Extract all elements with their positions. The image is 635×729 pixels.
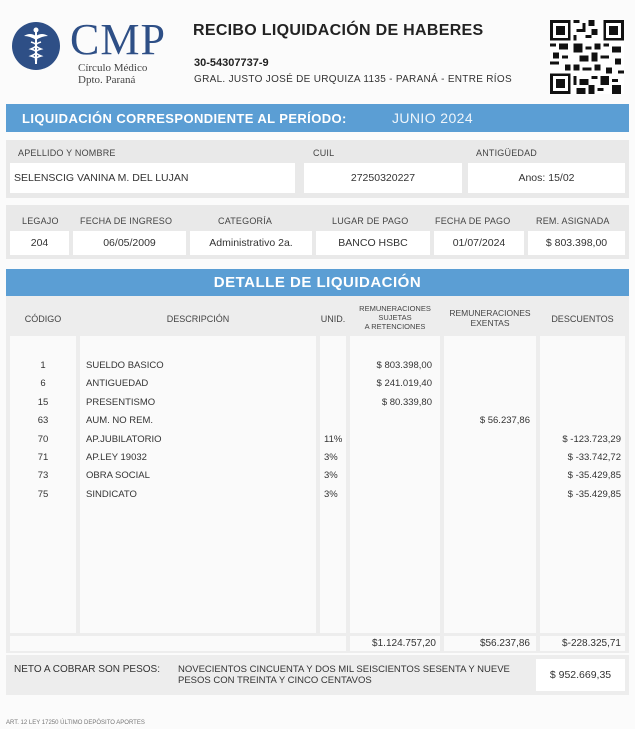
cell-codigo: 70 (37, 433, 49, 445)
cell-descuentos: $ -33.742,72 (567, 452, 621, 463)
total-descuentos: $-228.325,71 (562, 638, 621, 649)
employee-name: SELENSCIG VANINA M. DEL LUJAN (14, 172, 189, 184)
header-rem-exentas-2: EXENTAS (470, 318, 510, 328)
rem-label: REM. ASIGNADA (536, 216, 610, 226)
rem-value: $ 803.398,00 (545, 237, 608, 249)
header-unid: UNID. (320, 314, 346, 324)
cell-descripcion: AP.LEY 19032 (86, 452, 147, 463)
cell-descripcion: AP.JUBILATORIO (86, 433, 162, 445)
cell-rem-sujetas: $ 80.339,80 (381, 396, 432, 408)
lugar-field (316, 231, 430, 255)
header-rem-exentas-1: REMUNERACIONES (449, 308, 531, 318)
header-descuentos: DESCUENTOS (551, 314, 614, 324)
table-row (6, 450, 629, 468)
categoria-label: CATEGORÍA (218, 216, 273, 226)
cell-rem-sujetas: $ 803.398,00 (376, 360, 432, 371)
cell-codigo: 75 (37, 488, 49, 500)
employee-name-field (10, 163, 295, 193)
header-rem-sujetas-1: REMUNERACIONES (359, 304, 431, 313)
detail-table (6, 296, 629, 653)
period-value: JUNIO 2024 (392, 110, 474, 126)
lugar-value: BANCO HSBC (338, 237, 408, 249)
cell-codigo: 15 (37, 396, 49, 408)
cell-descripcion: SUELDO BASICO (86, 360, 164, 371)
table-row (6, 487, 629, 505)
antiguedad-value: Anos: 15/02 (518, 172, 575, 184)
qr-code-icon (550, 20, 624, 94)
header-rem-exentas (444, 308, 536, 328)
totals-row-left-bg (10, 636, 346, 651)
fecha-pago-value: 01/07/2024 (452, 237, 506, 249)
cell-codigo: 71 (37, 452, 49, 463)
neto-label: NETO A COBRAR SON PESOS: (14, 664, 160, 675)
categoria-value: Administrativo 2a. (209, 237, 293, 249)
cuil-label: CUIL (313, 148, 335, 158)
name-label: APELLIDO Y NOMBRE (18, 148, 116, 158)
legajo-field (10, 231, 69, 255)
logo-subtitle-1: Círculo Médico (78, 62, 148, 74)
ingreso-field (73, 231, 186, 255)
table-row (6, 468, 629, 486)
cell-descuentos: $ -123.723,29 (562, 433, 621, 445)
cell-descuentos: $ -35.429,85 (567, 488, 621, 500)
lugar-label: LUGAR DE PAGO (332, 216, 409, 226)
cell-rem-exentas: $ 56.237,86 (479, 415, 530, 427)
cell-descripcion: OBRA SOCIAL (86, 470, 150, 482)
antiguedad-field (468, 163, 625, 193)
company-cuit: 30-54307737-9 (194, 57, 269, 69)
cell-unid: 3% (324, 452, 338, 463)
legajo-label: LEGAJO (22, 216, 59, 226)
cell-unid: 3% (324, 488, 338, 500)
legajo-value: 204 (30, 237, 49, 249)
header-rem-sujetas-3: A RETENCIONES (364, 322, 426, 331)
period-bar (6, 104, 629, 132)
cuil-field (304, 163, 462, 193)
neto-panel (6, 655, 629, 695)
employee-panel (6, 140, 629, 198)
cell-codigo: 1 (40, 360, 46, 371)
company-address: GRAL. JUSTO JOSÉ DE URQUIZA 1135 - PARANÁ - ENTRE RÍOS (194, 74, 512, 85)
fecha-pago-field (434, 231, 524, 255)
table-row (6, 395, 629, 413)
total-exentas: $56.237,86 (479, 638, 530, 649)
cell-unid: 11% (324, 433, 343, 445)
header-rem-sujetas-2: SUJETAS (378, 313, 412, 322)
rem-field (528, 231, 625, 255)
antiguedad-label: ANTIGÜEDAD (476, 148, 538, 158)
fecha-pago-label: FECHA DE PAGO (435, 216, 511, 226)
cell-rem-sujetas: $ 241.019,40 (376, 378, 432, 390)
detail-title-bar (6, 269, 629, 296)
caduceus-logo-icon (12, 22, 60, 70)
period-label: LIQUIDACIÓN CORRESPONDIENTE AL PERÍODO: (22, 111, 347, 126)
cell-descripcion: PRESENTISMO (86, 396, 156, 408)
footer-note: ART. 12 LEY 17250 ÚLTIMO DEPÓSITO APORTES (6, 720, 145, 726)
cell-descuentos: $ -35.429,85 (567, 470, 621, 482)
header-rem-sujetas (350, 304, 440, 331)
cell-descripcion: ANTIGUEDAD (86, 378, 149, 390)
logo-subtitle-2: Dpto. Paraná (78, 74, 136, 86)
cell-descripcion: SINDICATO (86, 488, 137, 500)
table-row (6, 358, 629, 376)
ingreso-label: FECHA DE INGRESO (80, 216, 173, 226)
cell-unid: 3% (324, 470, 338, 482)
cell-codigo: 73 (37, 470, 49, 482)
total-sujetas: $1.124.757,20 (372, 638, 436, 649)
table-row (6, 376, 629, 394)
header-codigo: CÓDIGO (24, 314, 62, 324)
document-title: RECIBO LIQUIDACIÓN DE HABERES (193, 22, 484, 39)
categoria-field (190, 231, 312, 255)
ingreso-value: 06/05/2009 (103, 237, 156, 249)
detail-title: DETALLE DE LIQUIDACIÓN (213, 274, 422, 291)
neto-amount-field (536, 659, 625, 691)
header-descripcion: DESCRIPCIÓN (166, 314, 230, 324)
logo-text: CMP (70, 15, 166, 64)
neto-amount: $ 952.669,35 (549, 669, 612, 681)
cell-codigo: 6 (40, 378, 46, 390)
table-row (6, 413, 629, 431)
table-row (6, 432, 629, 450)
cell-codigo: 63 (37, 415, 49, 427)
neto-words: NOVECIENTOS CINCUENTA Y DOS MIL SEISCIENTOS SESENTA Y NUEVE PESOS CON TREINTA Y CINCO CENTAVOS (178, 664, 510, 686)
details-panel (6, 205, 629, 259)
cell-descripcion: AUM. NO REM. (86, 415, 154, 427)
cuil-value: 27250320227 (350, 172, 416, 184)
